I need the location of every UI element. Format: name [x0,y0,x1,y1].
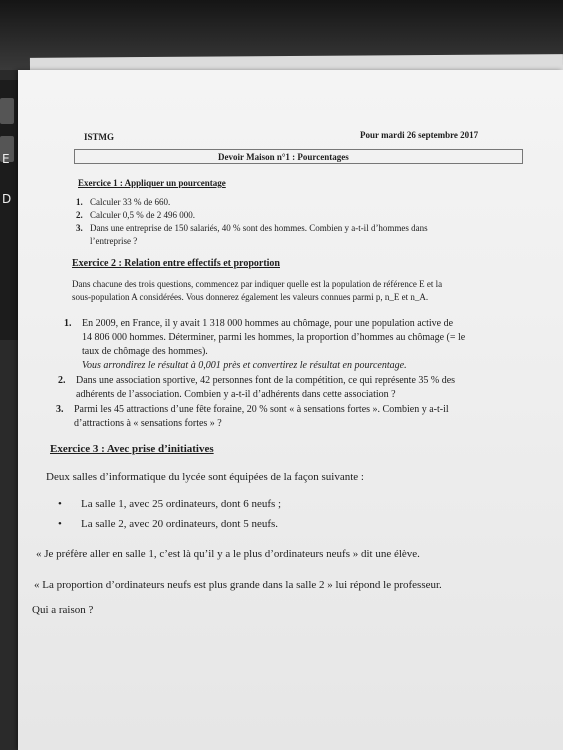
exercise-3-quote-student: « Je préfère aller en salle 1, c’est là qu’il y a le plus d’ordinateurs neufs » dit une élève. [36,548,420,560]
exercise-2-item-2-cont: adhérents de l’association. Combien y a-t-il d’adhérents dans cette association ? [76,389,396,400]
exercise-2-item-1-note: Vous arrondirez le résultat à 0,001 près et convertirez le résultat en pourcentage. [82,360,407,371]
exercise-2-item-3: Parmi les 45 attractions d’une fête foraine, 20 % sont « à sensations fortes ». Combien y a-t-il [74,404,449,415]
exercise-3-quote-teacher: « La proportion d’ordinateurs neufs est plus grande dans la salle 2 » lui répond le professeur. [34,579,442,591]
exercise-1-heading: Exercice 1 : Appliquer un pourcentage [78,178,226,188]
document-content [18,70,563,750]
exercise-2-item-1-cont: taux de chômage des hommes). [82,346,208,357]
bullet-icon: • [58,518,62,530]
exercise-1-item-2: Calculer 0,5 % de 2 496 000. [90,210,195,220]
item-number: 1. [76,197,83,207]
exercise-2-item-1-cont: 14 806 000 hommes. Déterminer, parmi les hommes, la proportion d’hommes au chômage (= le [82,332,466,343]
exercise-2-item-2: Dans une association sportive, 42 personnes font de la compétition, ce qui représente 35 % des [76,375,456,386]
school-name: ISTMG [84,132,115,142]
exercise-1-item-1: Calculer 33 % de 660. [90,197,171,207]
item-number: 3. [56,404,64,415]
item-number: 2. [58,375,66,386]
bullet-icon: • [58,498,62,510]
exercise-2-intro: Dans chacune des trois questions, commencez par indiquer quelle est la population de référence E et la [72,279,443,289]
exercise-2-item-1: En 2009, en France, il y avait 1 318 000 hommes au chômage, pour une population active de [82,318,454,329]
exercise-3-bullet-1: La salle 1, avec 25 ordinateurs, dont 6 neufs ; [81,498,282,510]
binder-tab [0,98,14,124]
paper-sheet [18,70,563,750]
exercise-3-heading: Exercice 3 : Avec prise d’initiatives [50,443,214,455]
document-title: Devoir Maison n°1 : Pourcentages [218,152,349,162]
exercise-2-heading: Exercice 2 : Relation entre effectifs et proportion [72,258,280,269]
item-number: 2. [76,210,83,220]
exercise-3-question: Qui a raison ? [32,604,94,616]
exercise-3-bullet-2: La salle 2, avec 20 ordinateurs, dont 5 neufs. [81,518,279,530]
exercise-3-intro: Deux salles d’informatique du lycée sont équipées de la façon suivante : [46,471,364,483]
exercise-2-item-3-cont: d’attractions à « sensations fortes » ? [74,418,222,429]
item-number: 1. [64,318,72,329]
exercise-2-intro-cont: sous-population A considérées. Vous donnerez également les valeurs connues parmi p, n_E et n_A. [72,292,429,302]
side-glyph: D [2,192,12,206]
due-date: Pour mardi 26 septembre 2017 [360,130,479,140]
side-glyph: E [2,152,10,166]
exercise-1-item-3: Dans une entreprise de 150 salariés, 40 % sont des hommes. Combien y a-t-il d’hommes dans [90,223,428,233]
item-number: 3. [76,223,83,233]
exercise-1-item-3-cont: l’entreprise ? [90,236,138,246]
